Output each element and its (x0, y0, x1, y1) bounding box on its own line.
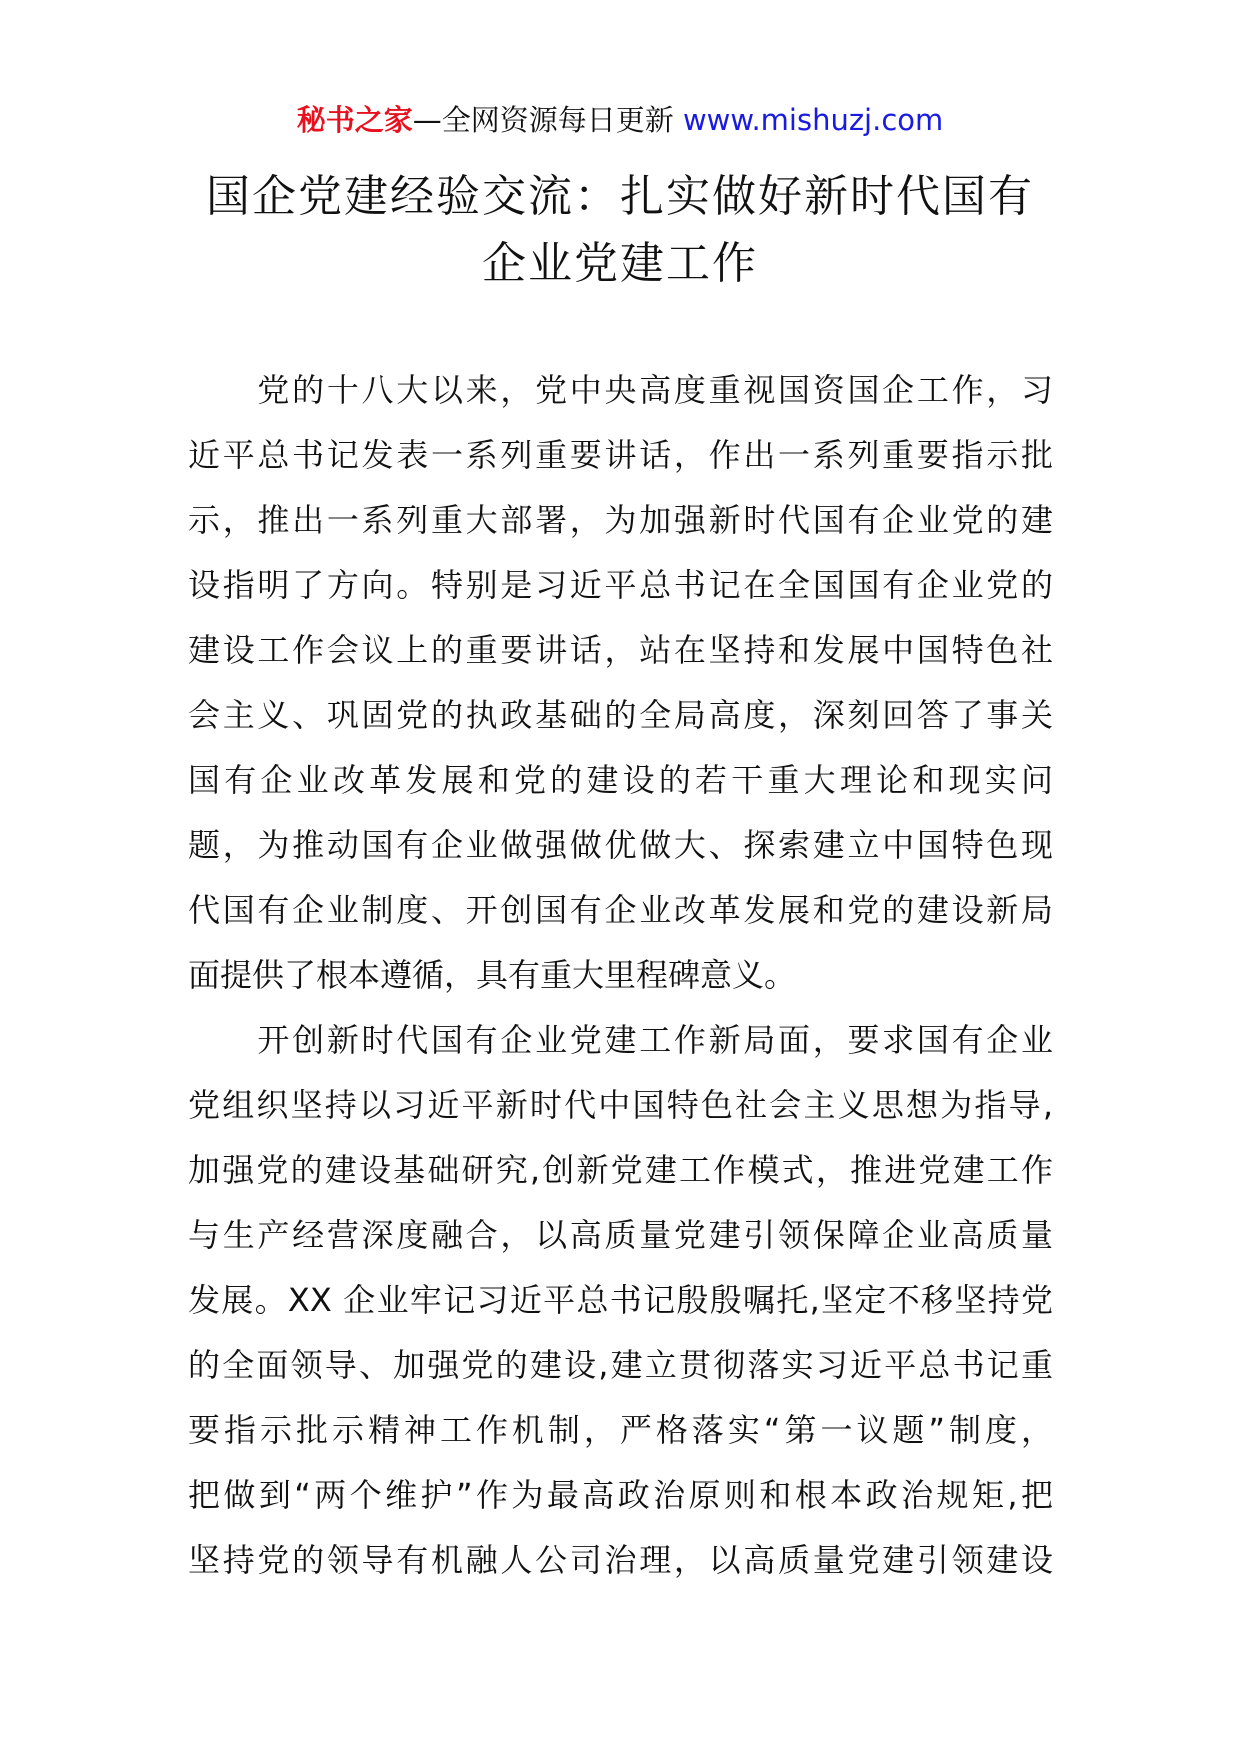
text-line: 要指示批示精神工作机制，严格落实“第一议题”制度， (188, 1411, 1053, 1449)
title-line-2: 企业党建工作 (482, 238, 758, 289)
text-line: 加强党的建设基础研究,创新党建工作模式，推进党建工作 (188, 1151, 1053, 1189)
text-line: 把做到“两个维护”作为最高政治原则和根本政治规矩,把 (188, 1476, 1053, 1514)
text-line: 题，为推动国有企业做强做优做大、探索建立中国特色现 (188, 826, 1053, 864)
text-line: 开创新时代国有企业党建工作新局面，要求国有企业 (188, 1021, 1053, 1059)
title-line-1: 国企党建经验交流：扎实做好新时代国有 (206, 171, 1034, 222)
text-line: 建设工作会议上的重要讲话，站在坚持和发展中国特色社 (188, 631, 1053, 669)
text-line: 代国有企业制度、开创国有企业改革发展和党的建设新局 (188, 891, 1053, 929)
site-slogan: —全网资源每日更新 (412, 103, 674, 137)
document-title (100, 163, 1140, 297)
text-line: 的全面领导、加强党的建设,建立贯彻落实习近平总书记重 (188, 1346, 1053, 1384)
document-body (188, 358, 1053, 1593)
site-url-link[interactable]: www.mishuzj.com (682, 103, 944, 137)
text-line: 会主义、巩固党的执政基础的全局高度，深刻回答了事关 (188, 696, 1053, 734)
text-line: 面提供了根本遵循，具有重大里程碑意义。 (188, 956, 797, 994)
text-line: 坚持党的领导有机融人公司治理，以高质量党建引领建设 (188, 1541, 1053, 1579)
text-line: 设指明了方向。特别是习近平总书记在全国国有企业党的 (188, 566, 1053, 604)
paragraph-2 (188, 1008, 1053, 1593)
text-line: 发展。XX 企业牢记习近平总书记殷殷嘱托,坚定不移坚持党 (188, 1281, 1053, 1319)
text-line: 与生产经营深度融合，以高质量党建引领保障企业高质量 (188, 1216, 1053, 1254)
text-line: 示，推出一系列重大部署，为加强新时代国有企业党的建 (188, 501, 1053, 539)
text-line: 党组织坚持以习近平新时代中国特色社会主义思想为指导, (188, 1086, 1053, 1124)
paragraph-1 (188, 358, 1053, 1008)
site-header (0, 100, 1240, 140)
text-line: 国有企业改革发展和党的建设的若干重大理论和现实问 (188, 761, 1053, 799)
text-line: 党的十八大以来，党中央高度重视国资国企工作，习 (188, 371, 1053, 409)
text-line: 近平总书记发表一系列重要讲话，作出一系列重要指示批 (188, 436, 1053, 474)
site-brand: 秘书之家 (296, 103, 413, 137)
